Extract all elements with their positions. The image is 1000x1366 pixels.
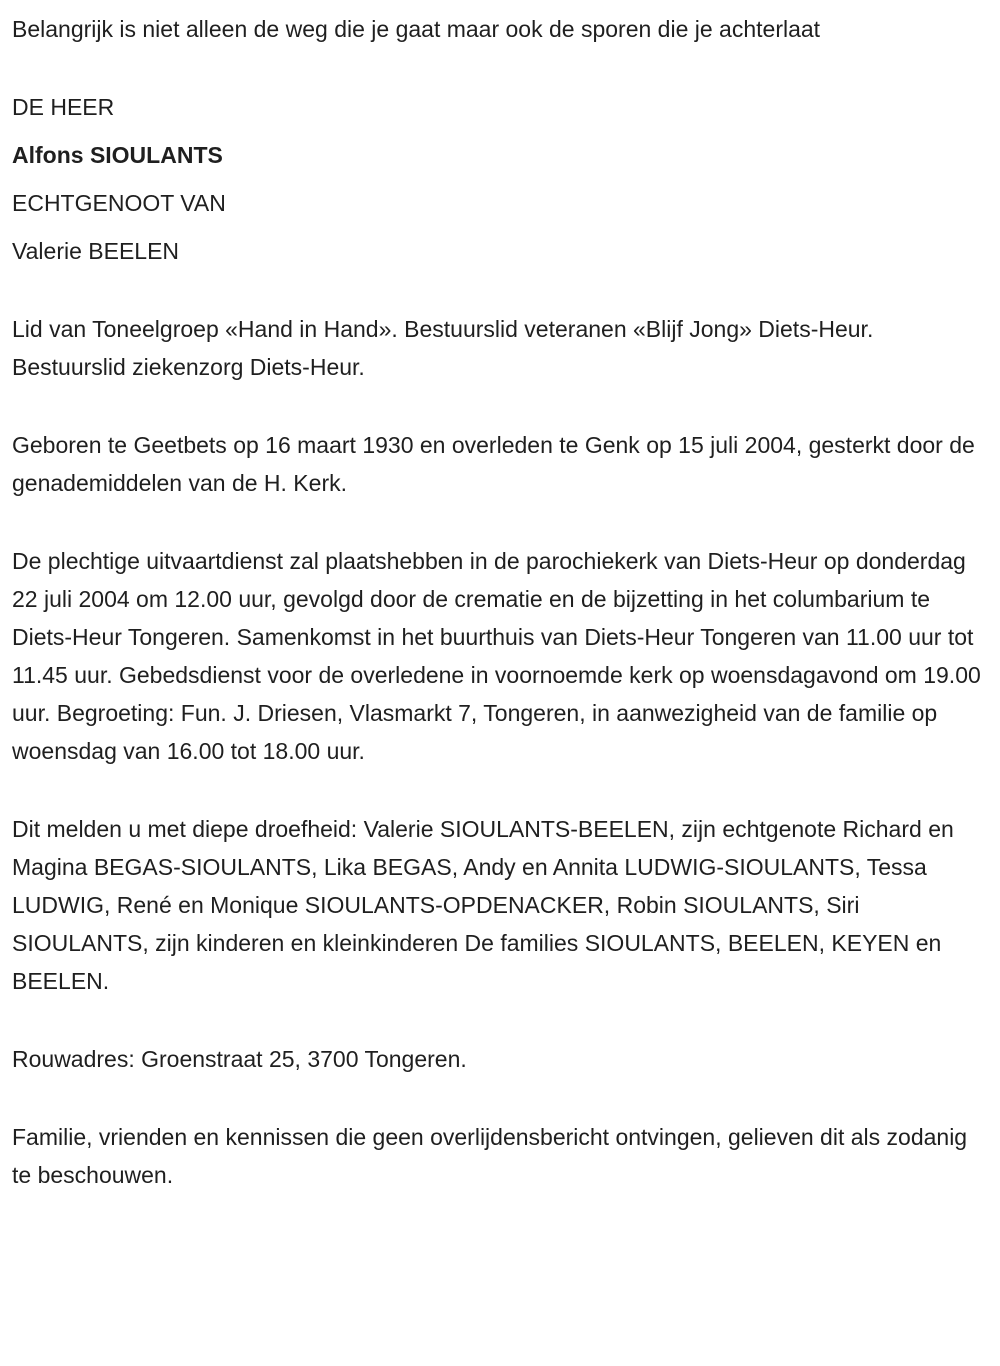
life-dates-paragraph: Geboren te Geetbets op 16 maart 1930 en overleden te Genk op 15 juli 2004, gesterkt door de genademiddelen van de H. Kerk. (12, 432, 975, 496)
memberships-paragraph: Lid van Toneelgroep «Hand in Hand». Bestuurslid veteranen «Blijf Jong» Diets-Heur. Bestuurslid ziekenzorg Diets-Heur. (12, 316, 874, 380)
relation-label: ECHTGENOOT VAN (12, 190, 226, 216)
spouse-name: Valerie BEELEN (12, 238, 180, 264)
apology-paragraph: Familie, vrienden en kennissen die geen overlijdensbericht ontvingen, gelieven dit als zodanig te beschouwen. (12, 1124, 968, 1188)
funeral-service-paragraph: De plechtige uitvaartdienst zal plaatshebben in de parochiekerk van Diets-Heur op donderdag 22 juli 2004 om 12.00 uur, gevolgd door de crematie en de bijzetting in het columbarium te Diets-Heur Tongeren. Samenkomst in het buurthuis van Diets-Heur Tongeren van 11.00 uur tot 11.45 uur. Gebedsdienst voor de overledene in voornoemde kerk op woensdagavond om 19.00 uur. Begroeting: Fun. J. Driesen, Vlasmarkt 7, Tongeren, in aanwezigheid van de familie op woensdag van 16.00 tot 18.00 uur. (12, 548, 981, 764)
obituary-quote: Belangrijk is niet alleen de weg die je gaat maar ook de sporen die je achterlaat (12, 16, 821, 42)
family-paragraph: Dit melden u met diepe droefheid: Valerie SIOULANTS-BEELEN, zijn echtgenote Richard en Magina BEGAS-SIOULANTS, Lika BEGAS, Andy en Annita LUDWIG-SIOULANTS, Tessa LUDWIG, René en Monique SIOULANTS-OPDENACKER, Robin SIOULANTS, Siri SIOULANTS, zijn kinderen en kleinkinderen De families SIOULANTS, BEELEN, KEYEN en BEELEN. (12, 816, 954, 994)
mourning-address-paragraph: Rouwadres: Groenstraat 25, 3700 Tongeren. (12, 1046, 467, 1072)
deceased-header (12, 88, 986, 270)
deceased-name: Alfons SIOULANTS (12, 142, 223, 168)
salutation: DE HEER (12, 94, 115, 120)
